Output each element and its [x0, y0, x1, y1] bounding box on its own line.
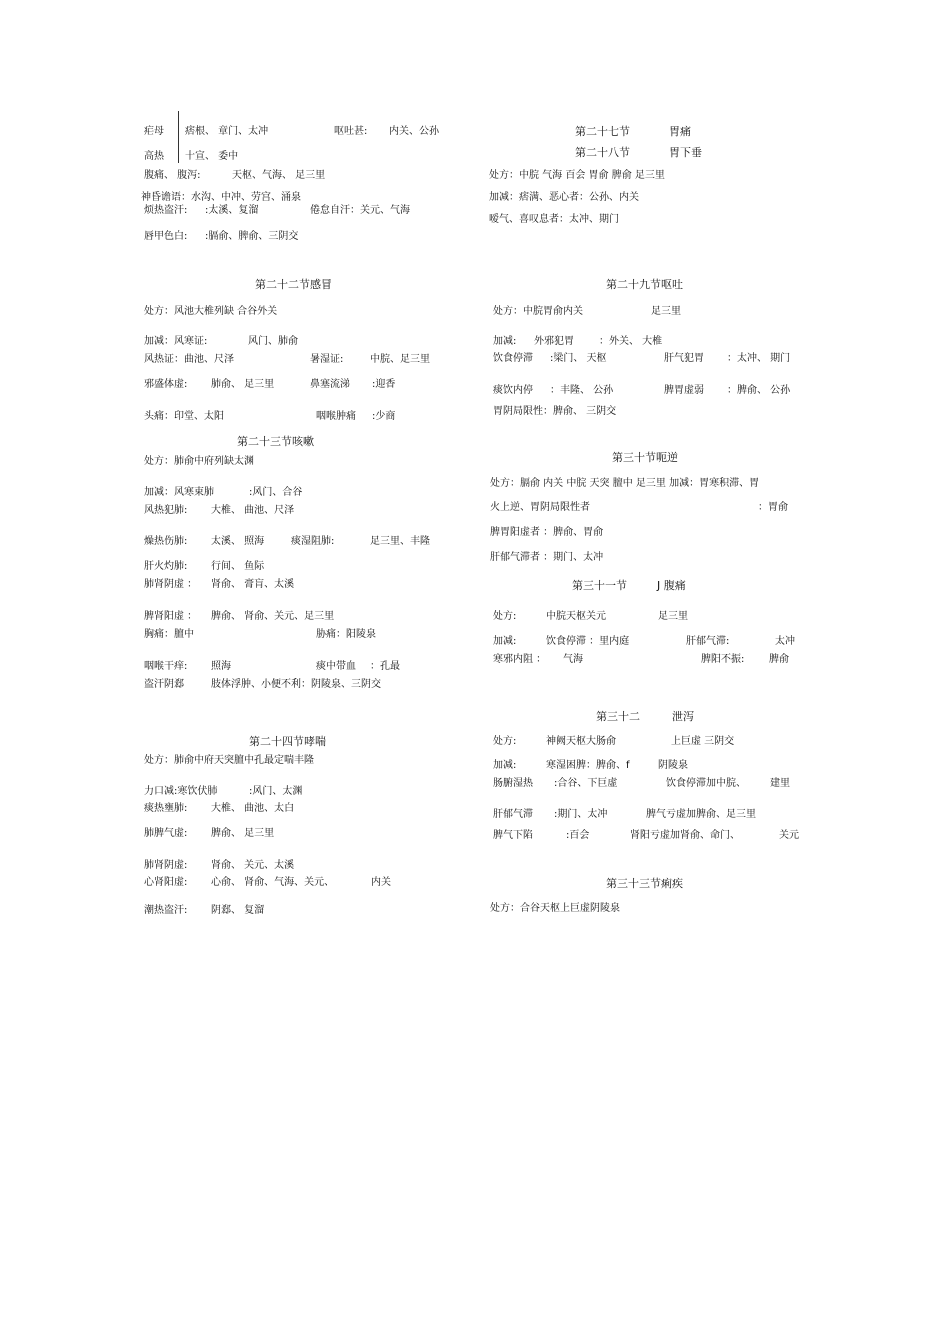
abdominal-label: 腹痛、 腹泻:	[144, 170, 201, 181]
s29-mod-6: 胃阴局限性：脾俞、 三阴交	[493, 406, 617, 417]
s23-mod-2-points: 大椎、 曲池、尺泽	[211, 505, 295, 516]
s23-mod-3-points: 太溪、 照海	[211, 536, 265, 547]
section-31-title: 第三十一节	[572, 579, 627, 592]
s23-mod-12-label: 盗汗阴郄	[144, 679, 184, 690]
s23-mod-2-label: 风热犯肺:	[144, 505, 188, 516]
high-fever-points: 十宣、 委中	[185, 151, 239, 162]
s29-mod-1-cond: 外邪犯胃	[534, 336, 574, 347]
section-32-prescription: 神阙天枢大肠俞	[546, 736, 616, 747]
s22-mod-5-label: 鼻塞流涕	[310, 379, 350, 390]
section-24-prescription: 处方：肺俞中府天突膻中孔最定喘丰隆	[144, 755, 314, 766]
pale-points: :膈俞、脾俞、三阴交	[205, 231, 299, 242]
s32-mod-4-label: 脾气下陷	[493, 830, 533, 841]
s24-mod-1-points: :风门、太渊	[249, 786, 303, 797]
s32-mod-4b: 肾阳亏虚加肾俞、命门、	[630, 830, 740, 841]
section-23-prescription: 处方：肺俞中府列缺太渊	[144, 456, 254, 467]
ague-vomit-points: 内关、公孙	[389, 126, 439, 137]
s32-mod-3-points: :期门、太冲	[554, 809, 608, 820]
s24-mod-4-points: 肾俞、 关元、太溪	[211, 860, 295, 871]
s29-mod-2-points: :梁门、 天枢	[550, 353, 607, 364]
s22-mod-6: 头痛：印堂、太阳	[144, 411, 224, 422]
abdominal-points: 天枢、气海、 足三里	[232, 170, 326, 181]
s32-mod-4-points: :百会	[566, 830, 590, 841]
s24-mod-5-label: 心肾阳虚:	[144, 877, 188, 888]
section-23-title: 第二十三节咳嗽	[237, 435, 314, 448]
s30-mod-1-points: ：胃俞	[758, 502, 788, 513]
s23-mod-5-label: 肝火灼肺:	[144, 561, 188, 572]
s24-mod-2-label: 痰热壅肺:	[144, 803, 188, 814]
s29-mod-5-points: ：脾俞、 公孙	[727, 385, 791, 396]
s23-mod-6-label: 肺肾阴虚 ：	[144, 579, 198, 590]
s23-mod-1-points: :风门、合谷	[249, 487, 303, 498]
s32-prescription-label: 处方:	[493, 736, 517, 747]
s29-mod-3-label: 肝气犯胃	[664, 353, 704, 364]
s32-mod-2c: 建里	[770, 778, 790, 789]
s29-mod-1-label: 加减:	[493, 336, 517, 347]
s23-mod-4-label: 痰湿阻肺:	[291, 536, 335, 547]
s23-mod-10-label: 咽喉干痒:	[144, 661, 188, 672]
s24-mod-3-label: 肺脾气虚:	[144, 828, 188, 839]
s23-mod-7-points: 脾俞、 肾俞、关元、足三里	[211, 611, 335, 622]
section-28-title: 第二十八节	[575, 146, 630, 159]
section-30-prescription: 处方：膈俞 内关 中脘 天突 膻中 足三里 加减：胃寒积滞、胃	[490, 478, 760, 489]
section-33-prescription: 处方：合谷天枢上巨虚阴陵泉	[490, 903, 620, 914]
s22-mod-4-points: 肺俞、 足三里	[211, 379, 275, 390]
section-24-title: 第二十四节哮喘	[249, 735, 326, 748]
s23-mod-1-label: 加减：风寒束肺	[144, 487, 214, 498]
s22-mod-3-points: 中脘、足三里	[370, 354, 430, 365]
s23-mod-12-points: 肢体浮肿、小便不利：阴陵泉、三阴交	[211, 679, 381, 690]
s31-mod-label: 加减:	[493, 636, 517, 647]
s24-mod-6-points: 阴郄、 复溜	[211, 905, 265, 916]
s23-mod-5-points: 行间、 鱼际	[211, 561, 265, 572]
s32-mod-label: 加减:	[493, 760, 517, 771]
s32-mod-2b: 饮食停滞加中脘、	[666, 778, 746, 789]
section-29-title: 第二十九节呕吐	[606, 278, 683, 291]
s22-mod-7-points: :少商	[372, 411, 396, 422]
s22-mod-1-points: 风门、肺俞	[248, 336, 298, 347]
section-28-subtitle: 胃下垂	[669, 146, 702, 159]
coma-line: 神昏谵语：水沟、中冲、劳宫、涌泉	[141, 192, 301, 203]
s24-mod-2-points: 大椎、 曲池、太白	[211, 803, 295, 814]
s24-mod-5-end: 内关	[371, 877, 391, 888]
s30-mod-3: 肝郁气滞者 ：期门、太冲	[490, 552, 604, 563]
s32-mod-2-points: :合谷、下巨虚	[554, 778, 618, 789]
s31-mod-3-label: 寒邪内阻 ：	[493, 654, 547, 665]
s31-prescription-label: 处方:	[493, 611, 517, 622]
s31-mod-3-points: 气海	[563, 654, 583, 665]
section-22-title: 第二十二节感冒	[255, 278, 332, 291]
s23-mod-11-label: 痰中带血	[316, 661, 356, 672]
s23-mod-9: 胁痛：阳陵泉	[316, 629, 376, 640]
s29-mod-2-label: 饮食停滞	[493, 353, 533, 364]
s31-mod-2-label: 肝郁气滞:	[686, 636, 730, 647]
s22-mod-1-label: 加减：风寒证:	[144, 336, 208, 347]
ague-label: 疟母	[144, 126, 164, 137]
s32-mod-2-label: 肠腑湿热	[493, 778, 533, 789]
s29-mod-1-points: ：外关、 大椎	[599, 336, 663, 347]
section-22-prescription: 处方：风池大椎列缺 合谷外关	[144, 306, 278, 317]
fatigue-line: 倦怠自汗：关元、气海	[310, 205, 410, 216]
section-28-prescription: 处方：中脘 气海 百会 胃俞 脾俞 足三里	[489, 170, 665, 181]
s29-mod-4-points: ：丰隆、 公孙	[550, 385, 614, 396]
s32-mod-3-label: 肝郁气滞	[493, 809, 533, 820]
bracket-line	[178, 111, 179, 163]
s31-mod-1: 饮食停滞 ：里内庭	[546, 636, 630, 647]
high-fever-label: 高热	[144, 151, 164, 162]
section-32-subtitle: 泄泻	[672, 710, 694, 723]
section-32-title: 第三十二	[596, 710, 640, 723]
s32-mod-3b: 脾气亏虚加脾俞、足三里	[646, 809, 756, 820]
s31-mod-4-points: 脾俞	[769, 654, 789, 665]
section-29-prescription-2: 足三里	[651, 306, 681, 317]
s24-mod-1-label: 力口减:寒饮伏肺	[144, 786, 218, 797]
s23-mod-7-label: 脾肾阳虚 ：	[144, 611, 198, 622]
section-27-subtitle: 胃痛	[669, 125, 691, 138]
s30-mod-2: 脾胃阳虚者 ：脾俞、胃俞	[490, 527, 604, 538]
section-29-prescription: 处方：中脘胃俞内关	[493, 306, 583, 317]
section-27-title: 第二十七节	[575, 125, 630, 138]
section-31-prescription: 中脘天枢关元	[546, 611, 606, 622]
s23-mod-4-points: 足三里、丰隆	[370, 536, 430, 547]
s24-mod-6-label: 潮热盗汗:	[144, 905, 188, 916]
s24-mod-3-points: 脾俞、 足三里	[211, 828, 275, 839]
section-33-title: 第三十三节痢疾	[606, 877, 683, 890]
irritable-heat-label: 烦热盗汗:	[144, 205, 188, 216]
s22-mod-4-label: 邪盛体虚:	[144, 379, 188, 390]
s22-mod-5-points: :迎香	[372, 379, 396, 390]
s24-mod-5-points: 心俞、 肾俞、气海、关元、	[211, 877, 335, 888]
pale-label: 唇甲色白:	[144, 231, 188, 242]
irritable-heat-points: :太溪、复溜	[205, 205, 259, 216]
s28-mod-2: 嗳气、喜叹息者：太冲、期门	[489, 214, 619, 225]
section-30-title: 第三十节呃逆	[612, 451, 678, 464]
s23-mod-8: 胸痛：膻中	[144, 629, 194, 640]
s32-mod-1-end: 阴陵泉	[658, 760, 688, 771]
s23-mod-10-points: 照海	[211, 661, 231, 672]
s23-mod-6-points: 肾俞、 膏肓、太溪	[211, 579, 295, 590]
s23-mod-11-points: ：孔最	[370, 661, 400, 672]
s29-mod-4-label: 痰饮内停	[493, 385, 533, 396]
s32-mod-4c: 关元	[779, 830, 799, 841]
s31-mod-2-points: 太冲	[775, 636, 795, 647]
section-31-subtitle: J 腹痛	[657, 579, 686, 592]
section-31-prescription-2: 足三里	[658, 611, 688, 622]
section-32-prescription-2: 上巨虚 三阴交	[671, 736, 735, 747]
s32-mod-1: 寒湿困脾：脾俞、f	[546, 760, 630, 771]
s29-mod-5-label: 脾胃虚弱	[664, 385, 704, 396]
s28-mod-1: 加减：痞满、恶心者：公孙、内关	[489, 192, 639, 203]
s22-mod-7-label: 咽喉肿痛	[316, 411, 356, 422]
s29-mod-3-points: ：太冲、 期门	[727, 353, 791, 364]
s31-mod-4-label: 脾阳不振:	[701, 654, 745, 665]
ague-vomit-label: 呕吐甚:	[334, 126, 368, 137]
s24-mod-4-label: 肺肾阴虚:	[144, 860, 188, 871]
s22-mod-2: 风热证：曲池、尺泽	[144, 354, 234, 365]
s30-mod-1: 火上逆、胃阴局限性者	[490, 502, 590, 513]
ague-points: 痞根、 章门、太冲	[185, 126, 269, 137]
s23-mod-3-label: 燥热伤肺:	[144, 536, 188, 547]
s22-mod-3-label: 暑湿证:	[310, 354, 344, 365]
